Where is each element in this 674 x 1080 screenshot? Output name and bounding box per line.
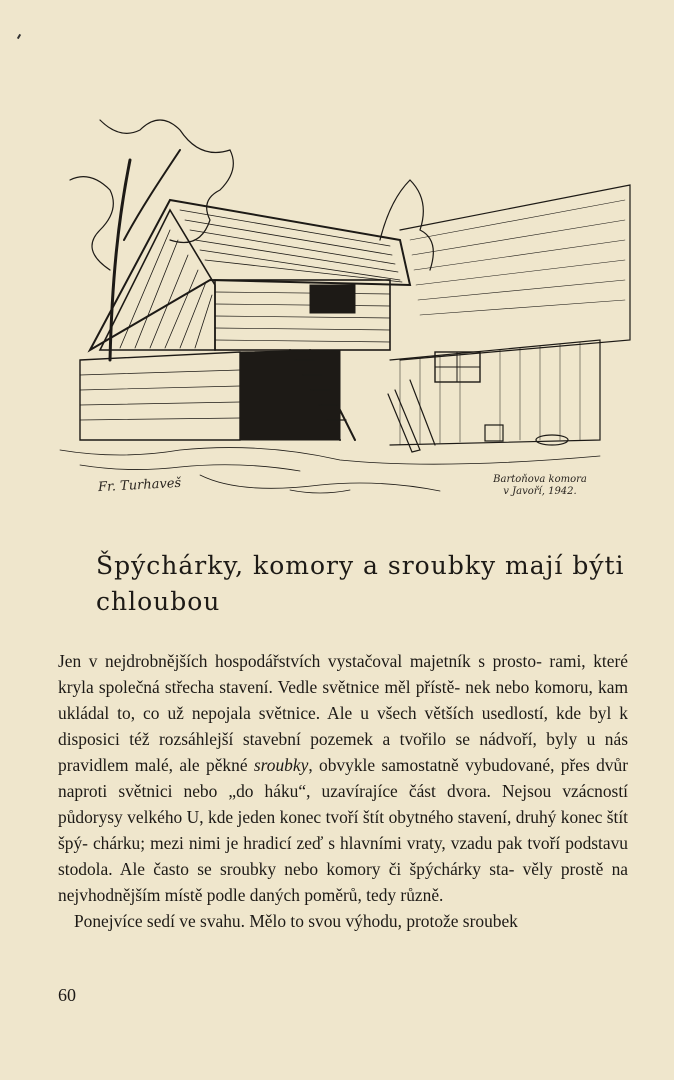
body-text	[58, 648, 628, 934]
ink-speck	[17, 34, 21, 39]
paragraph-2: Ponejvíce sedí ve svahu. Mělo to svou výhodu, protože sroubek	[74, 911, 518, 931]
heading-line-1: Špýchárky, komory a sroubky mají býti	[96, 551, 625, 580]
heading-line-2: chloubou	[96, 587, 221, 616]
paragraph-1	[58, 648, 628, 908]
page-number: 60	[58, 985, 76, 1005]
paragraph-1-part-1: Jen v nejdrobnějších hospodářstvích vystačoval majetník s prosto- rami, které kryla společná střecha stavení. Vedle světnice měl přístě- nek nebo komoru, kam ukládal to, co už nepojala světnice. Ale u všech větších usedlostí, kde byl k disposici též rozsáhlejší stavební pozemek a tvořilo se nádvoří, byly u nás pravidlem malé, ale pěkné	[58, 651, 628, 775]
illustration-caption	[470, 474, 610, 498]
barn-sketch-icon	[40, 60, 640, 520]
paragraph-1-part-2: , obvykle samostatně vybudované, přes dvůr naproti světnici nebo „do háku“, uzavírajíce část dvora. Nejsou vzácností půdorysy velkého U, kde jeden konec tvoří štít obytného stavení, druhý konec štít špý- chárku; mezi nimi je hradicí zeď s hlavními vraty, vzadu pak tvoří podstavu stodola. Ale často se sroubky nebo komory či špýchárky sta- věly prostě na nejvhodnějším místě podle daných poměrů, tedy různě.	[58, 755, 628, 905]
caption-line-2: v Javoří, 1942.	[503, 486, 577, 497]
paragraph-1-italic-word: sroubky	[253, 755, 309, 775]
chapter-heading	[96, 548, 636, 620]
barn-illustration	[40, 60, 640, 520]
caption-line-1: Bartoňova komora	[493, 474, 587, 485]
artist-signature: Fr. Turhaveš	[97, 475, 182, 496]
